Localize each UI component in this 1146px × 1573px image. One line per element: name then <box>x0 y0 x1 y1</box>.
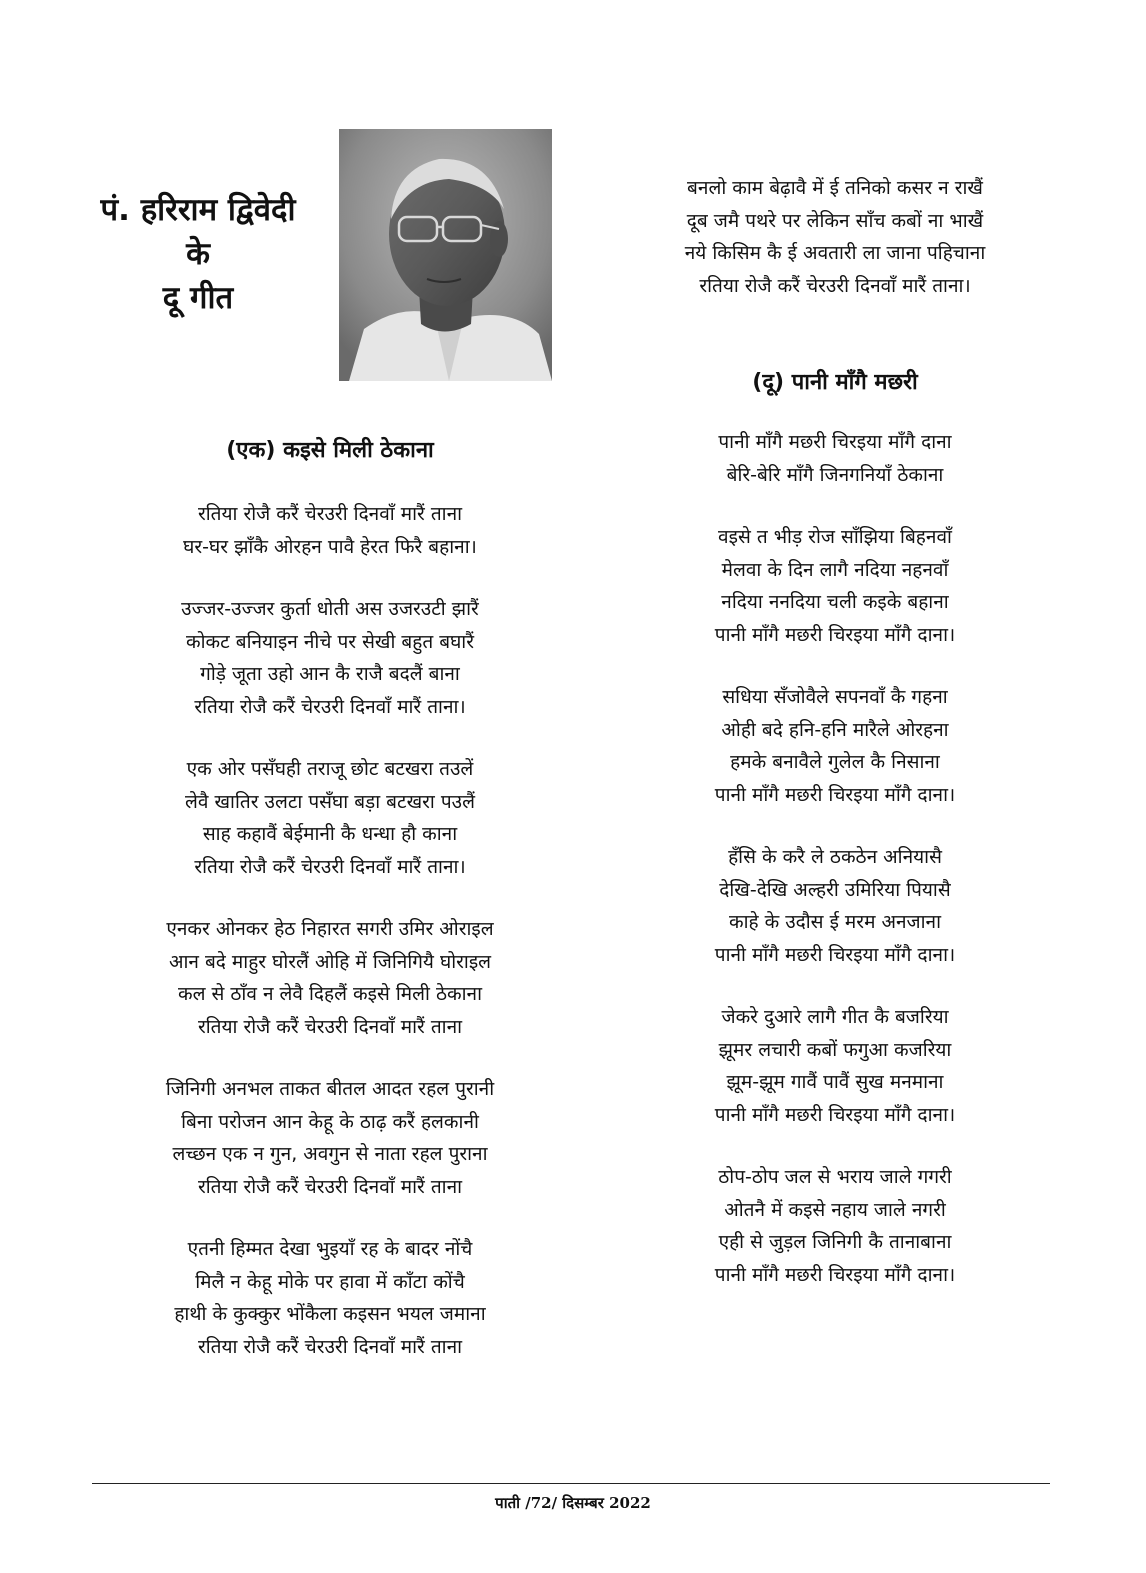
poem-line: बेरि-बेरि माँगै जिनगनियाँ ठेकाना <box>726 463 944 486</box>
poem-one-continuation <box>570 172 1100 302</box>
stanza <box>570 681 1100 811</box>
poem-line: काहे के उदौस ई मरम अनजाना <box>728 911 942 933</box>
poem-line: हाथी के कुक्कुर भोंकैला कइसन भयल जमाना <box>174 1303 486 1325</box>
stanza <box>80 1233 580 1363</box>
title-connector: के <box>186 236 210 272</box>
poem-line: रतिया रोजै करैं चेरउरी दिनवाँ मारैं ताना। <box>194 855 466 878</box>
poem-line: जिनिगी अनभल ताकत बीतल आदत रहल पुरानी <box>165 1078 495 1100</box>
poem-line: गोड़े जूता उहो आन कै राजै बदलैं बाना <box>200 663 460 685</box>
poem-line: नदिया ननदिया चली कइके बहाना <box>721 591 949 613</box>
poem-line: ओही बदे हनि-हनि मारैले ओरहना <box>721 718 949 741</box>
poem-line: पानी माँगै मछरी चिरइया माँगै दाना। <box>714 943 956 966</box>
poem-line: रतिया रोजै करैं चेरउरी दिनवाँ मारैं ताना <box>197 1175 463 1198</box>
stanza <box>570 1161 1100 1291</box>
poem-line: एही से जुड़ल जिनिगी कै तानाबाना <box>718 1231 952 1253</box>
poem-line: ठोप-ठोप जल से भराय जाले गगरी <box>718 1166 952 1188</box>
poem-one-heading: (एक) कइसे मिली ठेकाना <box>226 438 434 463</box>
poem-line: ओतनै में कइसे नहाय जाले नगरी <box>724 1198 946 1221</box>
poem-line: रतिया रोजै करैं चेरउरी दिनवाँ मारैं ताना <box>197 503 463 525</box>
stanza <box>570 841 1100 971</box>
stanza <box>80 753 580 883</box>
portrait-photo-icon <box>339 129 552 381</box>
poem-line: वइसे त भीड़ रोज साँझिया बिहनवाँ <box>718 526 952 548</box>
poem-line: सधिया सँजोवैले सपनवाँ कै गहना <box>722 686 948 708</box>
poem-line: साह कहावैं बेईमानी कै धन्धा हौ काना <box>202 823 458 845</box>
poem-line: बिना परोजन आन केहू के ठाढ़ करैं हलकानी <box>181 1110 479 1133</box>
poem-line: जेकरे दुआरे लागै गीत कै बजरिया <box>721 1006 949 1028</box>
poem-line: रतिया रोजै करैं चेरउरी दिनवाँ मारैं ताना <box>197 1015 463 1038</box>
poem-line: बनलो काम बेढ़ावै में ई तनिको कसर न राखैं <box>687 177 983 199</box>
poem-two-heading: (दू) पानी माँगै मछरी <box>752 370 918 395</box>
author-portrait <box>339 129 552 381</box>
poem-line: दूब जमै पथरे पर लेकिन साँच कबों ना भाखैं <box>686 209 984 232</box>
poem-line: झूम-झूम गावैं पावैं सुख मनमाना <box>726 1071 944 1093</box>
poem-line: एनकर ओनकर हेठ निहारत सगरी उमिर ओराइल <box>166 918 494 940</box>
stanza <box>80 1073 580 1203</box>
poem-one-stanzas <box>80 498 580 1363</box>
poem-two <box>570 368 1100 1291</box>
poem-line: पानी माँगै मछरी चिरइया माँगै दाना। <box>714 623 956 646</box>
poem-line: मिलै न केहू मोके पर हावा में काँटा कोंचै <box>195 1270 465 1293</box>
poem-line: कल से ठाँव न लेवै दिहलैं कइसे मिली ठेकाना <box>177 983 482 1005</box>
stanza <box>80 913 580 1043</box>
title-subject: दू गीत <box>162 280 234 316</box>
poem-line: नये किसिम कै ई अवतारी ला जाना पहिचाना <box>684 242 986 264</box>
poem-line: लच्छन एक न गुन, अवगुन से नाता रहल पुराना <box>172 1143 488 1165</box>
stanza <box>80 593 580 723</box>
stanza <box>570 172 1100 302</box>
stanza <box>80 498 580 563</box>
stanza <box>570 521 1100 651</box>
page-footer: पाती /72/ दिसम्बर 2022 <box>495 1494 651 1512</box>
footer-divider <box>92 1483 1050 1484</box>
poem-line: उज्जर-उज्जर कुर्ता धोती अस उजरउटी झारैं <box>181 598 479 620</box>
poem-line: रतिया रोजै करैं चेरउरी दिनवाँ मारैं ताना। <box>699 274 971 297</box>
poem-line: रतिया रोजै करैं चेरउरी दिनवाँ मारैं ताना। <box>194 695 466 718</box>
poem-line: लेवै खातिर उलटा पसँघा बड़ा बटखरा पउलैं <box>185 790 475 813</box>
poem-line: पानी माँगै मछरी चिरइया माँगै दाना <box>718 431 952 453</box>
poem-line: हमके बनावैले गुलेल कै निसाना <box>730 751 940 773</box>
poem-line: घर-घर झाँकै ओरहन पावै हेरत फिरै बहाना। <box>183 535 477 558</box>
poem-line: झूमर लचारी कबों फगुआ कजरिया <box>718 1038 952 1061</box>
poem-line: रतिया रोजै करैं चेरउरी दिनवाँ मारैं ताना <box>197 1335 463 1358</box>
poem-line: पानी माँगै मछरी चिरइया माँगै दाना। <box>714 1103 956 1126</box>
poem-collection-title <box>78 188 318 320</box>
poem-line: कोकट बनियाइन नीचे पर सेखी बहुत बघारैं <box>186 630 474 653</box>
poem-one <box>80 436 580 1363</box>
poem-two-stanzas <box>570 426 1100 1291</box>
stanza <box>570 426 1100 491</box>
poem-line: मेलवा के दिन लागै नदिया नहनवाँ <box>721 558 949 581</box>
stanza <box>570 1001 1100 1131</box>
poem-line: एक ओर पसँघही तराजू छोट बटखरा तउलें <box>186 758 474 780</box>
poem-line: हँसि के करै ले ठकठेन अनियासै <box>728 846 942 868</box>
poem-line: देखि-देखि अल्हरी उमिरिया पियासै <box>719 878 951 901</box>
poem-line: पानी माँगै मछरी चिरइया माँगै दाना। <box>714 783 956 806</box>
title-author: पं. हरिराम द्विवेदी <box>100 192 296 228</box>
poem-line: एतनी हिम्मत देखा भुइयाँ रह के बादर नोंचै <box>187 1238 473 1260</box>
poem-line: आन बदे माहुर घोरलैं ओहि में जिनिगियै घोराइल <box>168 950 492 973</box>
poem-line: पानी माँगै मछरी चिरइया माँगै दाना। <box>714 1263 956 1286</box>
